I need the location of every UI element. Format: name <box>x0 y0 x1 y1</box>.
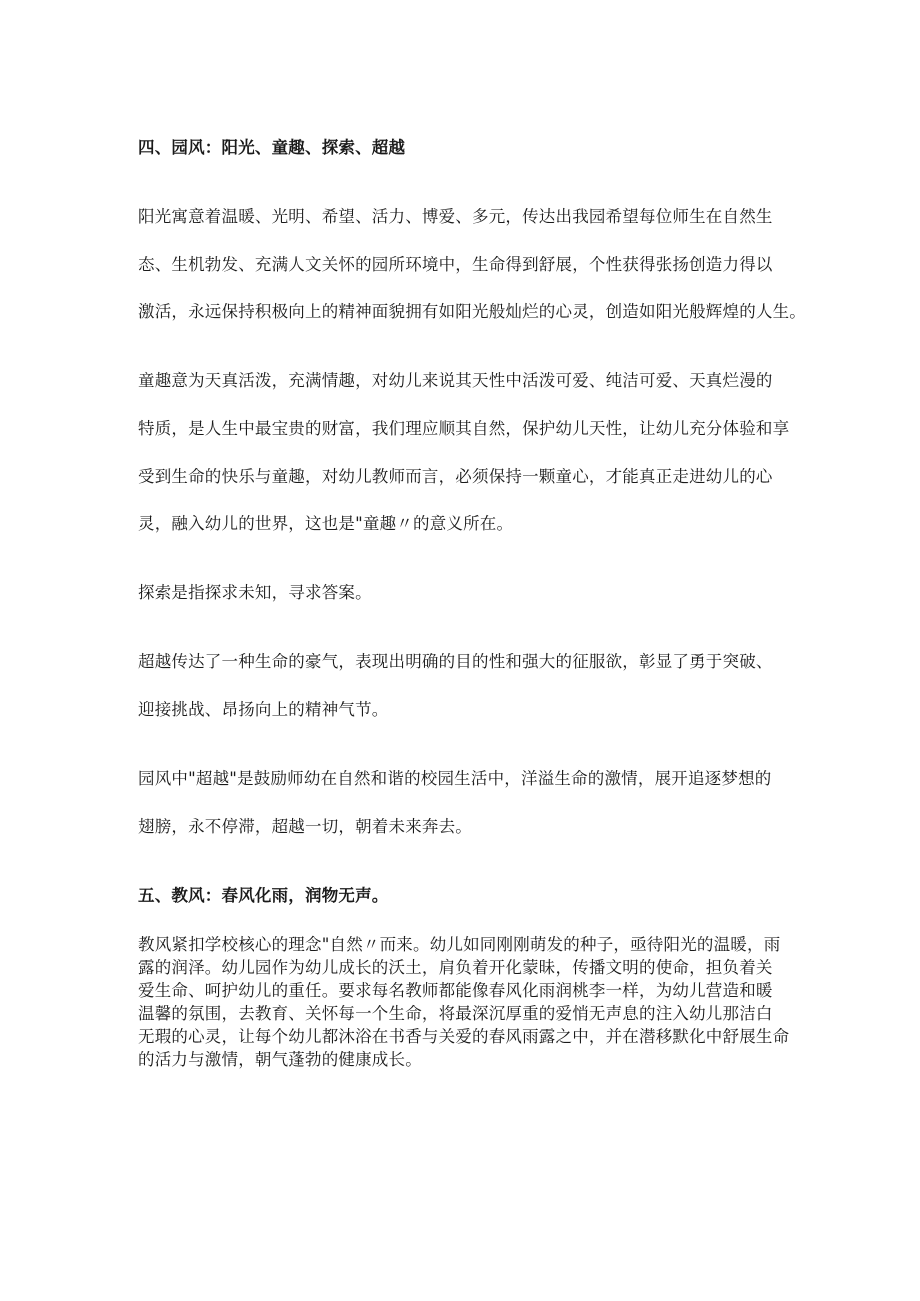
sunshine-paragraph-line: 态、生机勃发、充满人文关怀的园所环境中，生命得到舒展，个性获得张扬创造力得以 <box>138 255 773 274</box>
surpass-paragraph-line: 迎接挑战、昂扬向上的精神气节。 <box>138 700 389 719</box>
teaching-style-paragraph-line: 的活力与激情，朝气蓬勃的健康成长。 <box>138 1050 422 1069</box>
sunshine-paragraph-line: 激活，永远保持积极向上的精神面貌拥有如阳光般灿烂的心灵，创造如阳光般辉煌的人生。 <box>138 302 806 321</box>
surpass-meaning-paragraph-line: 翅膀，永不停滞，超越一切，朝着未来奔去。 <box>138 817 472 836</box>
teaching-style-paragraph-line: 教风紧扣学校核心的理念"自然〃而来。幼儿如同刚刚萌发的种子，亟待阳光的温暖，雨 <box>138 935 781 954</box>
sunshine-paragraph-line: 阳光寓意着温暖、光明、希望、活力、博爱、多元，传达出我园希望每位师生在自然生 <box>138 207 773 226</box>
teaching-style-paragraph-line: 爱生命、呵护幼儿的重任。要求每名教师都能像春风化雨润桃李一样，为幼儿营造和暖 <box>138 981 773 1000</box>
childlike-paragraph-line: 灵，融入幼儿的世界，这也是"童趣〃的意义所在。 <box>138 514 514 533</box>
section-5-heading: 五、教风：春风化雨，润物无声。 <box>138 886 389 905</box>
teaching-style-paragraph-line: 露的润泽。幼儿园作为幼儿成长的沃土，肩负着开化蒙昧，传播文明的使命，担负着关 <box>138 958 773 977</box>
surpass-meaning-paragraph-line: 园风中"超越"是鼓励师幼在自然和谐的校园生活中，洋溢生命的激情，展开追逐梦想的 <box>138 769 772 788</box>
childlike-paragraph-line: 特质，是人生中最宝贵的财富，我们理应顺其自然，保护幼儿天性，让幼儿充分体验和享 <box>138 419 790 438</box>
explore-paragraph-line: 探索是指探求未知，寻求答案。 <box>138 583 372 602</box>
teaching-style-paragraph-line: 温馨的氛围，去教育、关怀每一个生命，将最深沉厚重的爱悄无声息的注入幼儿那洁白 <box>138 1004 773 1023</box>
teaching-style-paragraph-line: 无瑕的心灵，让每个幼儿都沐浴在书香与关爱的春风雨露之中，并在潜移默化中舒展生命 <box>138 1027 790 1046</box>
childlike-paragraph-line: 受到生命的快乐与童趣，对幼儿教师而言，必须保持一颗童心，才能真正走进幼儿的心 <box>138 467 773 486</box>
childlike-paragraph-line: 童趣意为天真活泼，充满情趣，对幼儿来说其天性中活泼可爱、纯洁可爱、天真烂漫的 <box>138 371 773 390</box>
surpass-paragraph-line: 超越传达了一种生命的豪气，表现出明确的目的性和强大的征服欲，彰显了勇于突破、 <box>138 652 773 671</box>
section-4-heading: 四、园风：阳光、童趣、探索、超越 <box>138 138 406 157</box>
